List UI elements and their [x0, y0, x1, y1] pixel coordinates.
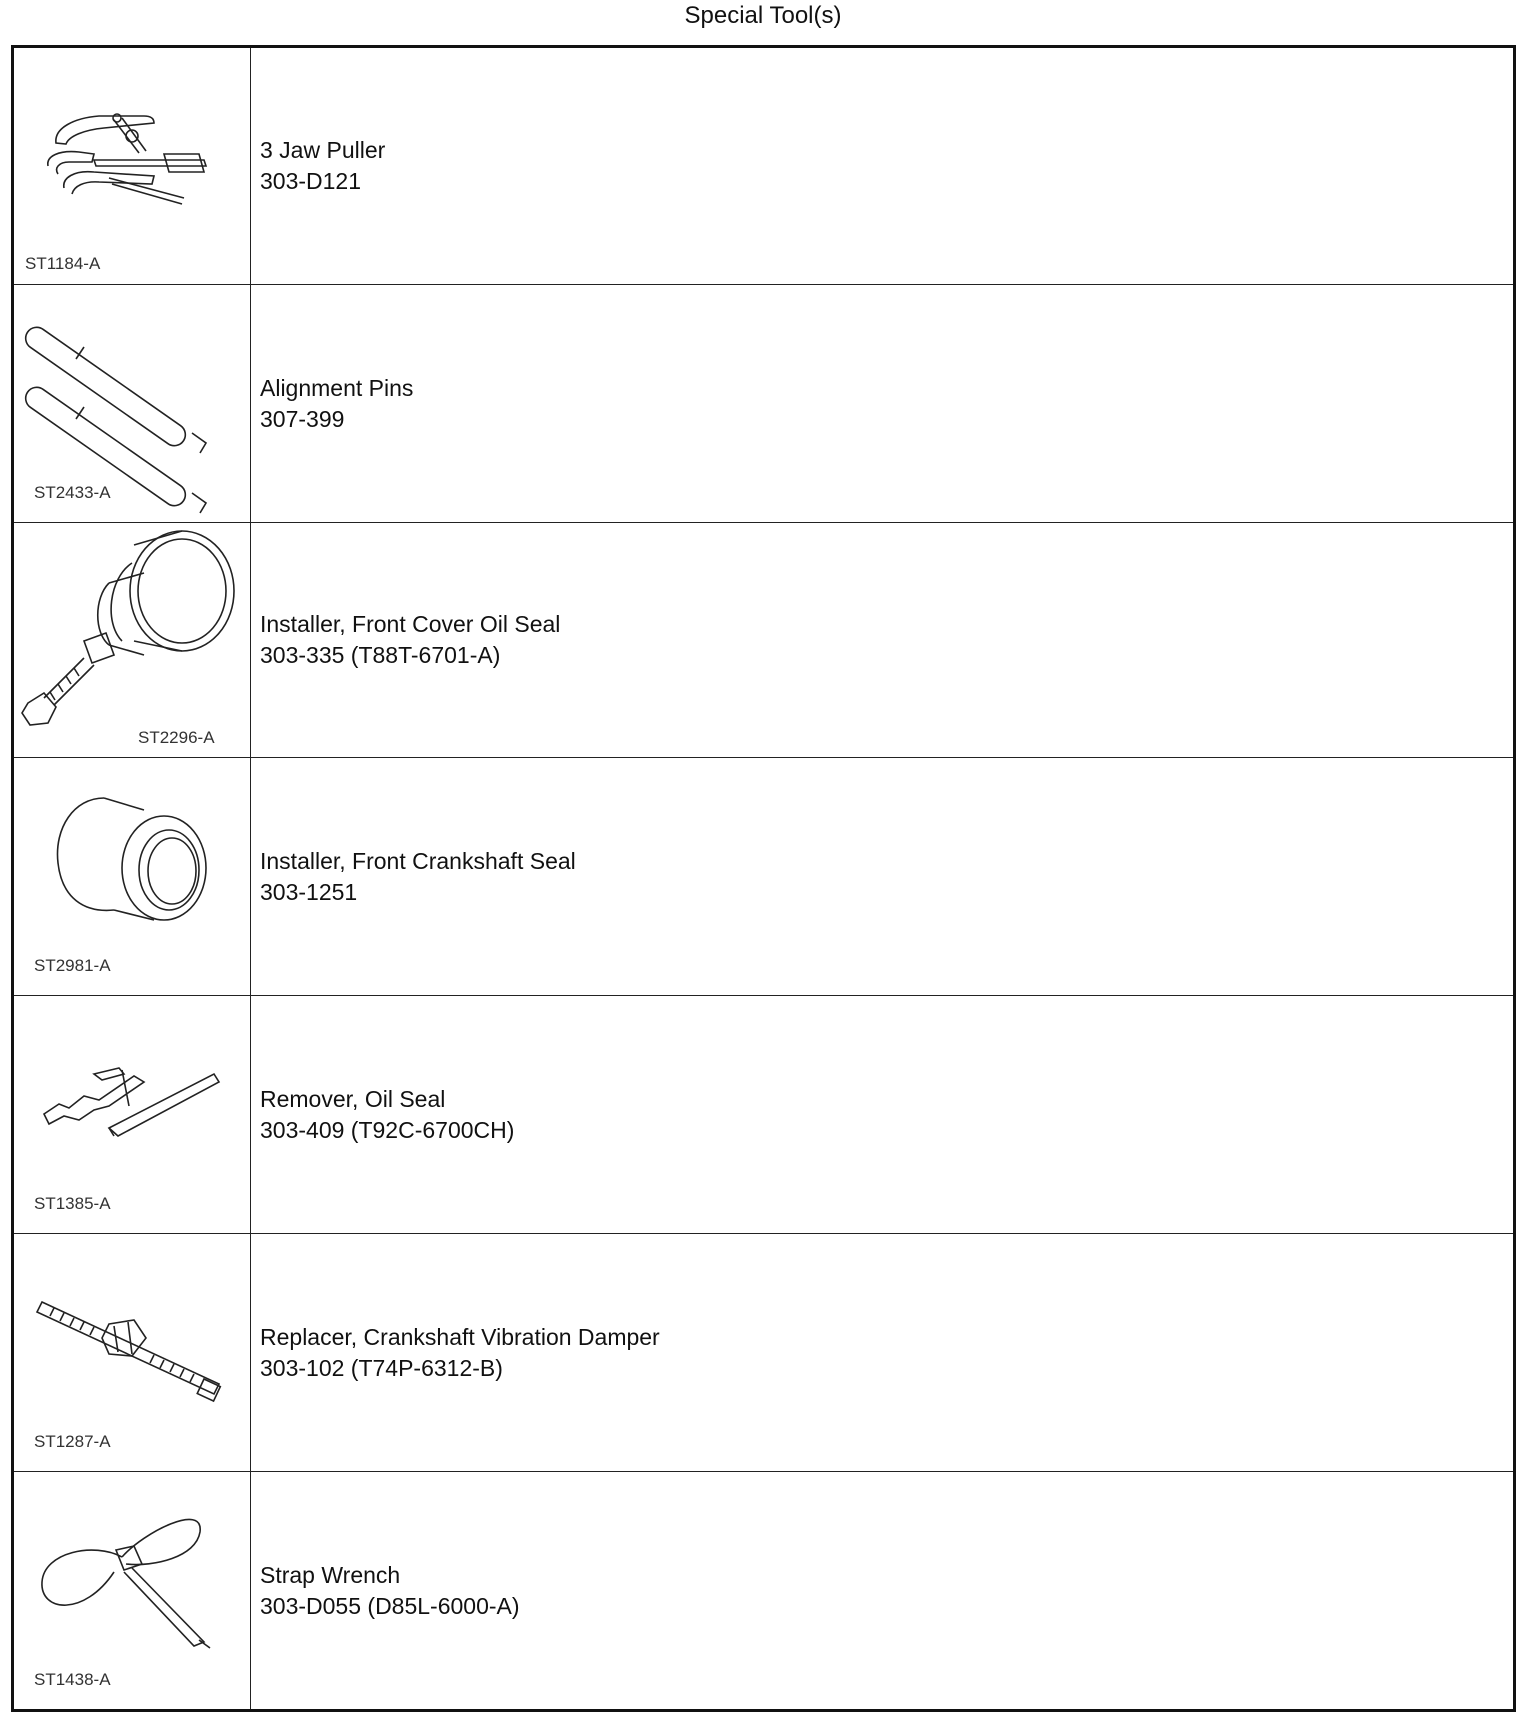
table-row [13, 47, 1515, 285]
illustration-code: ST2981-A [34, 956, 111, 975]
tool-illustration-cell [13, 285, 251, 523]
tool-number: 303-102 (T74P-6312-B) [260, 1354, 503, 1381]
illustration-code: ST1184-A [25, 254, 101, 273]
tool-illustration-cell [13, 758, 251, 996]
illustration-code: ST1287-A [34, 1432, 111, 1451]
special-tools-table [11, 45, 1516, 1712]
tool-number: 303-D121 [260, 168, 362, 194]
table-row [13, 285, 1515, 523]
tool-number: 303-335 (T88T-6701-A) [260, 642, 501, 668]
tool-name: Installer, Front Crankshaft Seal [260, 847, 576, 874]
tool-illustration-cell [13, 1234, 251, 1472]
tool-description-cell [251, 1234, 1515, 1472]
table-row [13, 996, 1515, 1234]
tool-name: Installer, Front Cover Oil Seal [260, 611, 561, 637]
tool-illustration-cell [13, 47, 251, 285]
page-title: Special Tool(s) [684, 2, 842, 29]
tool-number: 303-D055 (D85L-6000-A) [260, 1592, 520, 1619]
tool-name: Alignment Pins [260, 374, 414, 401]
tool-illustration-cell [13, 1472, 251, 1711]
three-jaw-puller-illustration [14, 48, 250, 284]
illustration-code: ST1385-A [34, 1194, 111, 1213]
front-cover-seal-installer-illustration [14, 523, 250, 757]
table-row [13, 1234, 1515, 1472]
tool-number: 303-1251 [260, 878, 358, 905]
tool-name: 3 Jaw Puller [260, 137, 386, 163]
tool-description-cell [251, 1472, 1515, 1711]
tool-description-cell [251, 996, 1515, 1234]
tool-number: 303-409 (T92C-6700CH) [260, 1116, 515, 1143]
tool-name: Strap Wrench [260, 1561, 401, 1588]
tool-name: Remover, Oil Seal [260, 1085, 446, 1112]
tool-description-cell [251, 285, 1515, 523]
tool-description-cell [251, 47, 1515, 285]
tool-name: Replacer, Crankshaft Vibration Damper [260, 1323, 660, 1350]
illustration-code: ST2433-A [34, 483, 111, 502]
table-row [13, 758, 1515, 996]
table-row [13, 1472, 1515, 1711]
tool-illustration-cell [13, 523, 251, 758]
table-row [13, 523, 1515, 758]
illustration-code: ST2296-A [138, 728, 215, 747]
tool-description-cell [251, 758, 1515, 996]
tool-description-cell [251, 523, 1515, 758]
illustration-code: ST1438-A [34, 1670, 111, 1689]
tool-number: 307-399 [260, 405, 345, 432]
tool-illustration-cell [13, 996, 251, 1234]
